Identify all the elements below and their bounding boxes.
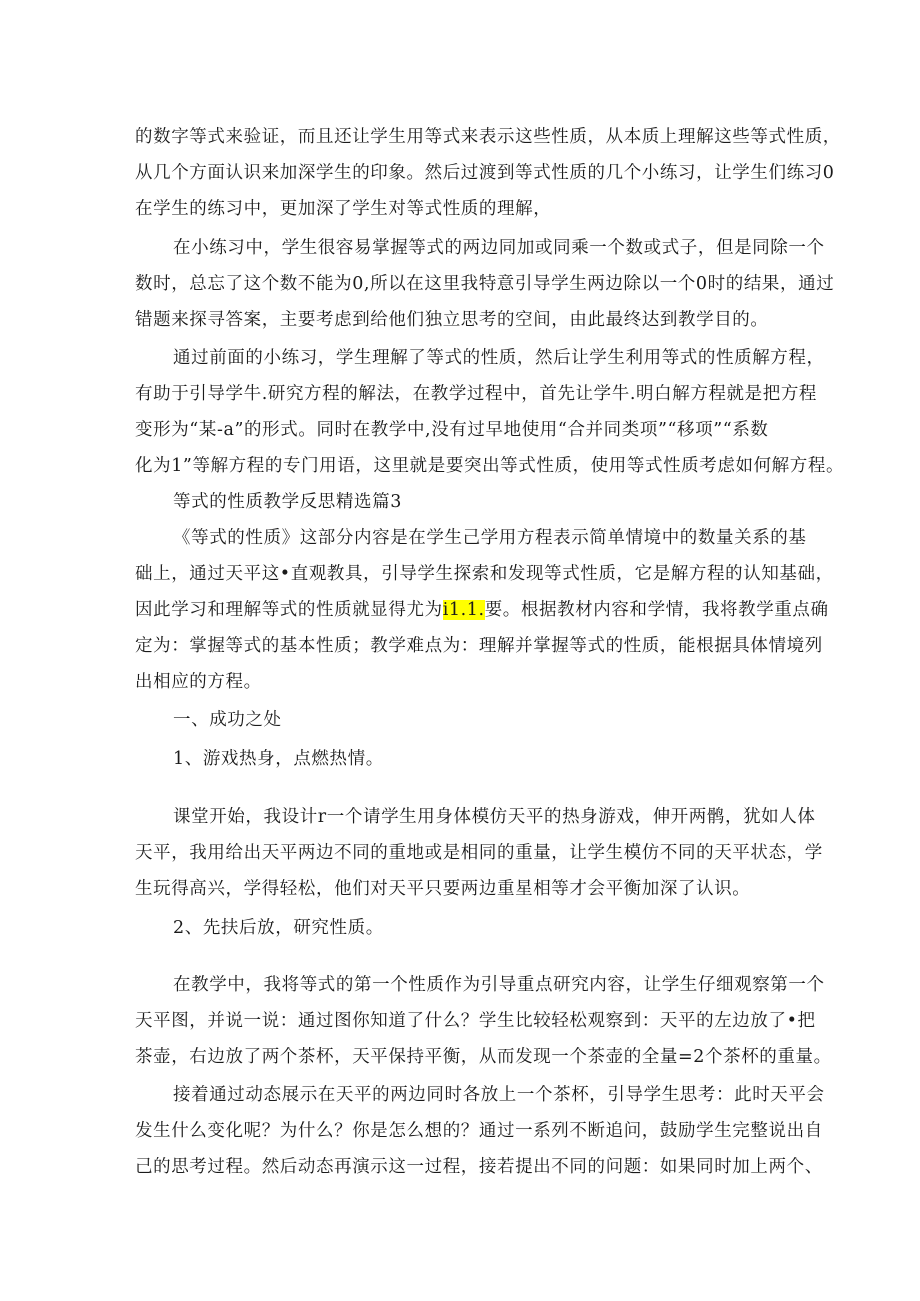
text-line: 化为1”等解方程的专门用语，这里就是要突出等式性质，使用等式性质考虑如何解方程。 xyxy=(135,456,845,476)
text-segment: 要。根据教材内容和学情，我将教学重点确 xyxy=(484,600,829,620)
text-line: 生玩得高兴，学得轻松，他们对天平只要两边重星相等才会平衡加深了认识。 xyxy=(135,879,751,899)
paragraph-continuation xyxy=(135,119,841,227)
text-line: 有助于引导学牛.研究方程的解法，在教学过程中，首先让学牛.明白解方程就是把方程 xyxy=(135,384,818,404)
subsection-title-text: 2、先扶后放，研究性质。 xyxy=(173,918,384,938)
subsection-title-warmup xyxy=(135,741,795,777)
subsection-title-research xyxy=(135,910,795,946)
text-line: 出相应的方程。 xyxy=(135,672,262,692)
text-line: 的数字等式来验证，而且还让学生用等式来表示这些性质，从本质上理解这些等式性质， xyxy=(135,127,841,147)
paragraph-warmup-game xyxy=(135,799,823,907)
text-line: 课堂开始，我设计r一个请学生用身体模仿天平的热身游戏，伸开两鹘，犹如人体 xyxy=(173,807,816,827)
text-segment: 因此学习和理解等式的性质就显得尤为 xyxy=(135,600,443,620)
text-line: 数时，总忘了这个数不能为0,所以在这里我特意引导学生两边除以一个0时的结果，通过 xyxy=(135,274,835,294)
text-line: 接着通过动态展示在天平的两边同时各放上一个茶杯，引导学生思考：此时天平会 xyxy=(173,1085,825,1105)
paragraph-dynamic-demo xyxy=(135,1077,825,1185)
text-line: 天平图，并说一说：通过图你知道了什么？学生比较轻松观察到：天平的左边放了•把 xyxy=(135,1011,816,1031)
section-title-success xyxy=(135,702,795,738)
text-line: 在小练习中，学生很容易掌握等式的两边同加或同乘一个数或式子，但是同除一个 xyxy=(173,238,825,258)
text-line: 天平，我用给出天平两边不同的重地或是相同的重量，让学生模仿不同的天平状态，学 xyxy=(135,843,823,863)
paragraph-solving-equations xyxy=(135,340,845,484)
text-line: 通过前面的小练习，学生理解了等式的性质，然后让学生利用等式的性质解方程， xyxy=(173,348,825,368)
text-line xyxy=(135,592,829,628)
text-line: 变形为“某-a”的形式。同时在教学中,没有过早地使用“合并同类项”“移项”“系数 xyxy=(135,420,769,440)
text-line: 础上，通过天平这•直观教具，引导学生探索和发现等式性质，它是解方程的认知基础， xyxy=(135,564,834,584)
text-line: 定为：掌握等式的基本性质；教学难点为：理解并掌握等式的性质，能根据具体情境列 xyxy=(135,636,823,656)
paragraph-practice xyxy=(135,230,835,338)
text-line: 《等式的性质》这部分内容是在学生己学用方程表示简单情境中的数量关系的基 xyxy=(173,528,807,548)
paragraph-first-property xyxy=(135,967,832,1075)
text-line: 茶壶，右边放了两个茶杯，天平保持平衡，从而发现一个茶壶的全量=2个茶杯的重量。 xyxy=(135,1047,832,1067)
text-line: 发生什么变化呢？为什么？你是怎么想的？通过一系列不断追问，鼓励学生完整说出自 xyxy=(135,1121,823,1141)
heading-text: 等式的性质教学反思精选篇3 xyxy=(173,492,402,512)
text-line: 己的思考过程。然后动态再演示这一过程，接若提出不同的问题：如果同时加上两个、 xyxy=(135,1157,823,1177)
text-line: 错题来探寻答案，主要考虑到给他们独立思考的空间，由此最终达到教学目的。 xyxy=(135,310,769,330)
text-line: 从几个方面认识来加深学生的印象。然后过渡到等式性质的几个小练习，让学生们练习0 xyxy=(135,163,835,183)
subsection-title-text: 1、游戏热身，点燃热情。 xyxy=(173,749,384,769)
highlighted-text: i1.1. xyxy=(442,600,485,620)
paragraph-introduction xyxy=(135,520,834,700)
text-line: 在教学中，我将等式的第一个性质作为引导重点研究内容，让学生仔细观察第一个 xyxy=(173,975,825,995)
section-heading xyxy=(135,484,795,520)
section-title-text: 一、成功之处 xyxy=(173,710,282,730)
text-line: 在学生的练习中，更加深了学生对等式性质的理解， xyxy=(135,199,552,219)
